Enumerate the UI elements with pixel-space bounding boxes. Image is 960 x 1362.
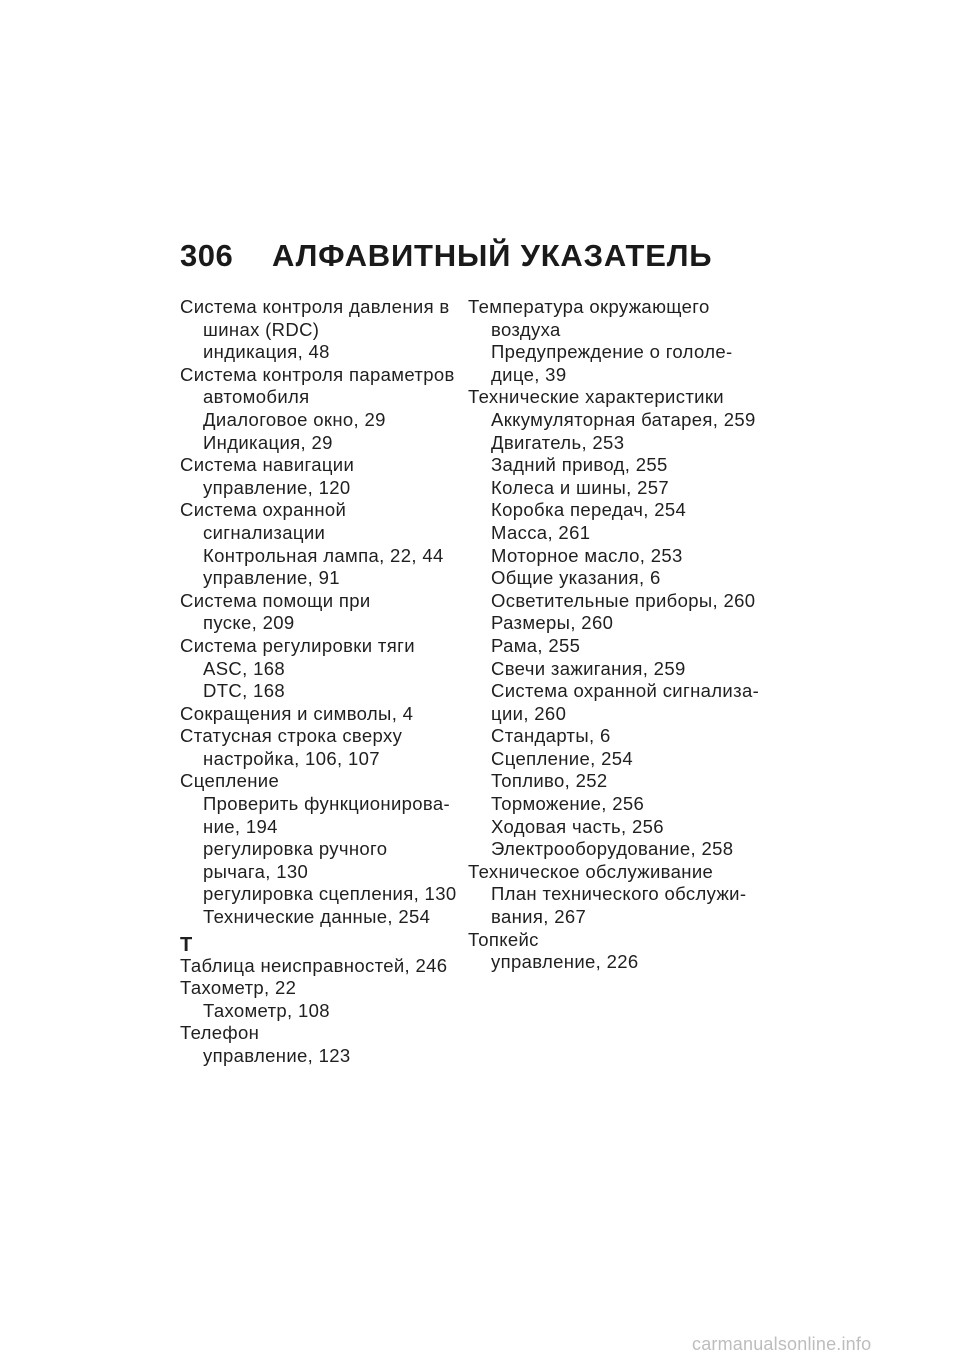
index-list-right [468, 296, 758, 974]
index-subentry: Диалоговое окно, 29 [203, 408, 386, 430]
index-subentry: Тахометр, 108 [203, 999, 330, 1021]
index-subentry: вания, 267 [491, 906, 587, 928]
index-subentry: Осветительные приборы, 260 [491, 589, 756, 611]
index-subentry: Топливо, 252 [491, 770, 608, 792]
index-column-left [180, 296, 457, 1068]
index-entry: Топкейс [468, 928, 539, 950]
page-title: АЛФАВИТНЫЙ УКАЗАТЕЛЬ [272, 238, 713, 273]
index-subentry: Контрольная лампа, 22, 44 [203, 544, 444, 566]
index-entry: Система регулировки тяги [180, 634, 415, 656]
page-header [180, 238, 712, 282]
index-subentry: Размеры, 260 [491, 612, 614, 634]
index-list-left [180, 296, 457, 929]
index-subentry: Предупреждение о гололе- [491, 341, 733, 363]
index-entry: Температура окружающего [468, 296, 710, 317]
index-subentry: рычага, 130 [203, 860, 309, 882]
index-subentry: ние, 194 [203, 815, 278, 837]
index-entry: Таблица неисправностей, 246 [180, 954, 448, 976]
index-subentry: Система охранной сигнализа- [491, 680, 760, 702]
index-subentry: Рама, 255 [491, 634, 581, 656]
index-subentry: ции, 260 [491, 702, 567, 724]
index-subentry: дице, 39 [491, 363, 567, 385]
index-subentry: управление, 91 [203, 567, 340, 589]
index-subentry: сигнализации [203, 521, 326, 543]
index-subentry: Торможение, 256 [491, 793, 645, 815]
index-subentry: индикация, 48 [203, 341, 330, 363]
index-subentry: Коробка передач, 254 [491, 499, 687, 521]
index-subentry: План технического обслужи- [491, 883, 747, 905]
index-entry: Технические характеристики [468, 386, 724, 408]
index-entry: Система навигации [180, 454, 355, 476]
index-subentry: Аккумуляторная батарея, 259 [491, 408, 756, 430]
index-subentry: Колеса и шины, 257 [491, 476, 670, 498]
index-entry: Сцепление [180, 770, 280, 792]
index-subentry: Общие указания, 6 [491, 567, 661, 589]
index-subentry: Свечи зажигания, 259 [491, 657, 686, 679]
index-subentry: пуске, 209 [203, 612, 295, 634]
index-subentry: DTC, 168 [203, 680, 285, 702]
page-number: 306 [180, 238, 234, 273]
index-entry: Сокращения и символы, 4 [180, 702, 414, 724]
index-subentry: Двигатель, 253 [491, 431, 625, 453]
index-subentry: Технические данные, 254 [203, 906, 431, 928]
index-subentry: Масса, 261 [491, 521, 591, 543]
index-subentry: ASC, 168 [203, 657, 285, 679]
index-entry: Система контроля параметров [180, 363, 455, 385]
index-entry: Система помощи при [180, 589, 371, 611]
index-list-left-after [180, 955, 450, 1068]
index-column-right [468, 296, 758, 974]
index-subentry: Проверить функционирова- [203, 793, 451, 815]
index-subentry: автомобиля [203, 386, 310, 408]
index-subentry: Электрооборудование, 258 [491, 838, 734, 860]
index-subentry: Ходовая часть, 256 [491, 815, 664, 837]
index-subentry: управление, 226 [491, 951, 639, 973]
index-entry: Статусная строка сверху [180, 725, 403, 747]
index-subentry: шинах (RDC) [203, 318, 320, 340]
index-subentry: регулировка сцепления, 130 [203, 883, 457, 905]
index-subentry: управление, 120 [203, 476, 351, 498]
watermark: carmanualsonline.info [692, 1334, 872, 1354]
index-subentry: регулировка ручного [203, 838, 388, 860]
index-subentry: настройка, 106, 107 [203, 747, 380, 769]
index-entry: Система контроля давления в [180, 296, 450, 317]
index-subentry: Сцепление, 254 [491, 747, 634, 769]
index-entry: Телефон [180, 1022, 260, 1044]
section-letter: Т [180, 933, 193, 956]
index-subentry: воздуха [491, 318, 561, 340]
index-subentry: Моторное масло, 253 [491, 544, 683, 566]
index-subentry: Задний привод, 255 [491, 454, 668, 476]
index-subentry: управление, 123 [203, 1045, 351, 1066]
index-entry: Тахометр, 22 [180, 977, 297, 999]
index-subentry: Индикация, 29 [203, 431, 333, 453]
index-subentry: Стандарты, 6 [491, 725, 611, 747]
index-entry: Техническое обслуживание [468, 860, 714, 882]
index-entry: Система охранной [180, 499, 347, 521]
